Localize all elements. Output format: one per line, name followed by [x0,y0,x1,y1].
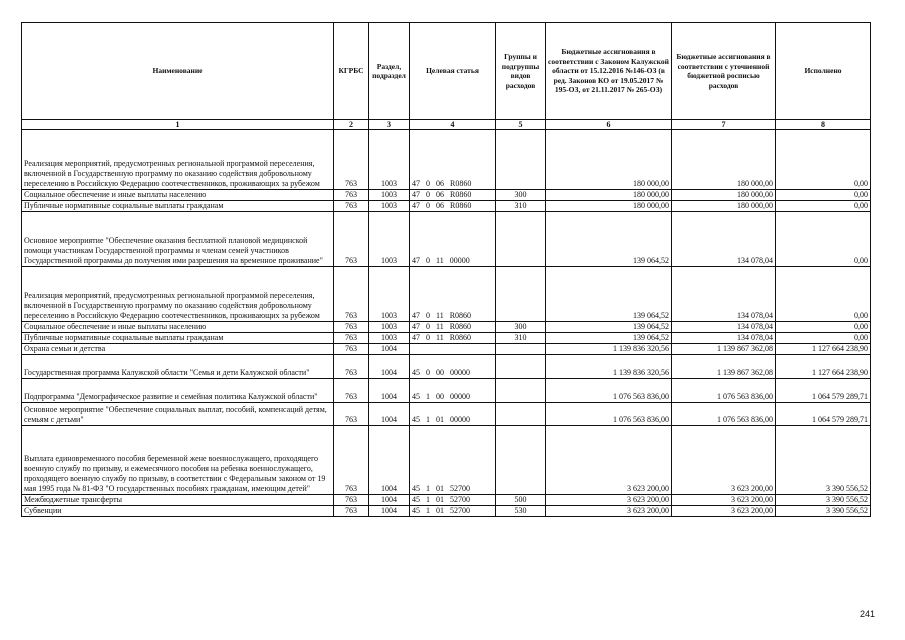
row-executed-amount-cell: 0,00 [776,322,871,333]
row-target-cell: 45 0 00 00000 [410,355,496,379]
row-kgrbs-cell: 763 [334,355,369,379]
row-law-amount-cell: 3 623 200,00 [546,426,672,495]
row-refined-amount-cell: 180 000,00 [672,190,776,201]
row-section-cell: 1004 [369,355,410,379]
row-executed-amount-cell: 0,00 [776,190,871,201]
row-name-cell: Основное мероприятие "Обеспечение оказания бесплатной плановой медицинской помощи участникам Государственной программы и членам семей участников Государственной программы до получения ими разрешения на временное проживание" [22,212,334,267]
row-refined-amount-cell: 1 076 563 836,00 [672,403,776,426]
row-group-cell: 310 [496,201,546,212]
row-name-cell: Межбюджетные трансферты [22,495,334,506]
row-name-cell: Охрана семьи и детства [22,344,334,355]
row-section-cell: 1004 [369,495,410,506]
row-section-cell: 1004 [369,506,410,517]
row-target-cell: 45 1 00 00000 [410,379,496,403]
table-row [22,190,871,201]
col-number: 1 [22,120,334,130]
row-kgrbs-cell: 763 [334,322,369,333]
row-law-amount-cell: 3 623 200,00 [546,506,672,517]
row-executed-amount-cell: 0,00 [776,212,871,267]
row-refined-amount-cell: 134 078,04 [672,333,776,344]
row-name-cell: Реализация мероприятий, предусмотренных региональной программой переселения, включенной в Государственную программу по оказанию содействия добровольному переселению в Российскую Федерацию соотечественников, проживающих за рубежом [22,267,334,322]
row-section-cell: 1003 [369,267,410,322]
row-group-cell [496,344,546,355]
col-header-name: Наименование [22,23,334,120]
row-refined-amount-cell: 1 076 563 836,00 [672,379,776,403]
row-executed-amount-cell: 3 390 556,52 [776,495,871,506]
row-name-cell: Публичные нормативные социальные выплаты гражданам [22,201,334,212]
table-row [22,267,871,322]
row-kgrbs-cell: 763 [334,495,369,506]
row-refined-amount-cell: 134 078,04 [672,322,776,333]
row-name-cell: Субвенции [22,506,334,517]
row-group-cell: 530 [496,506,546,517]
row-target-cell [410,344,496,355]
col-header-target: Целевая статья [410,23,496,120]
row-target-cell: 47 0 11 R0860 [410,267,496,322]
row-law-amount-cell: 1 076 563 836,00 [546,379,672,403]
row-refined-amount-cell: 1 139 867 362,08 [672,355,776,379]
row-group-cell [496,426,546,495]
table-row [22,355,871,379]
table-row [22,333,871,344]
row-law-amount-cell: 180 000,00 [546,201,672,212]
row-kgrbs-cell: 763 [334,379,369,403]
row-executed-amount-cell: 0,00 [776,130,871,190]
row-group-cell [496,379,546,403]
row-kgrbs-cell: 763 [334,130,369,190]
col-number: 4 [410,120,496,130]
table-row [22,212,871,267]
col-number: 8 [776,120,871,130]
row-section-cell: 1004 [369,426,410,495]
row-refined-amount-cell: 134 078,04 [672,267,776,322]
col-number: 7 [672,120,776,130]
col-number: 2 [334,120,369,130]
row-law-amount-cell: 180 000,00 [546,130,672,190]
row-section-cell: 1004 [369,379,410,403]
row-target-cell: 47 0 11 00000 [410,212,496,267]
row-group-cell: 300 [496,322,546,333]
row-executed-amount-cell: 0,00 [776,201,871,212]
row-name-cell: Основное мероприятие "Обеспечение социальных выплат, пособий, компенсаций детям, семьям с детьми" [22,403,334,426]
col-header-refined: Бюджетные ассигнования в соответствии с уточненной бюджетной росписью расходов [672,23,776,120]
row-kgrbs-cell: 763 [334,267,369,322]
row-refined-amount-cell: 3 623 200,00 [672,506,776,517]
col-header-executed: Исполнено [776,23,871,120]
row-kgrbs-cell: 763 [334,506,369,517]
row-group-cell: 500 [496,495,546,506]
row-section-cell: 1003 [369,333,410,344]
table-row [22,495,871,506]
row-section-cell: 1004 [369,403,410,426]
row-law-amount-cell: 1 076 563 836,00 [546,403,672,426]
row-name-cell: Подпрограмма "Демографическое развитие и семейная политика Калужской области" [22,379,334,403]
row-law-amount-cell: 139 064,52 [546,322,672,333]
row-refined-amount-cell: 1 139 867 362,08 [672,344,776,355]
row-name-cell: Государственная программа Калужской области "Семья и дети Калужской области" [22,355,334,379]
row-target-cell: 45 1 01 00000 [410,403,496,426]
row-kgrbs-cell: 763 [334,201,369,212]
row-kgrbs-cell: 763 [334,426,369,495]
row-law-amount-cell: 180 000,00 [546,190,672,201]
row-section-cell: 1003 [369,130,410,190]
budget-table [21,22,871,517]
row-group-cell: 310 [496,333,546,344]
row-group-cell [496,212,546,267]
table-row [22,426,871,495]
col-number: 5 [496,120,546,130]
row-kgrbs-cell: 763 [334,344,369,355]
row-executed-amount-cell: 0,00 [776,333,871,344]
row-refined-amount-cell: 3 623 200,00 [672,426,776,495]
row-refined-amount-cell: 180 000,00 [672,201,776,212]
column-number-row [22,120,871,130]
row-group-cell: 300 [496,190,546,201]
row-executed-amount-cell: 0,00 [776,267,871,322]
row-target-cell: 45 1 01 52700 [410,495,496,506]
table-row [22,201,871,212]
row-group-cell [496,403,546,426]
col-number: 6 [546,120,672,130]
row-law-amount-cell: 1 139 836 320,56 [546,344,672,355]
table-body [22,130,871,517]
row-section-cell: 1003 [369,212,410,267]
row-executed-amount-cell: 3 390 556,52 [776,506,871,517]
row-law-amount-cell: 139 064,52 [546,333,672,344]
row-executed-amount-cell: 1 127 664 238,90 [776,355,871,379]
row-name-cell: Социальное обеспечение и иные выплаты населению [22,322,334,333]
row-group-cell [496,355,546,379]
row-target-cell: 45 1 01 52700 [410,506,496,517]
row-executed-amount-cell: 1 064 579 289,71 [776,379,871,403]
table-row [22,379,871,403]
row-group-cell [496,130,546,190]
row-kgrbs-cell: 763 [334,190,369,201]
table-row [22,506,871,517]
header-row [22,23,871,120]
col-header-kgrbs: КГРБС [334,23,369,120]
row-kgrbs-cell: 763 [334,333,369,344]
row-target-cell: 45 1 01 52700 [410,426,496,495]
row-group-cell [496,267,546,322]
row-refined-amount-cell: 180 000,00 [672,130,776,190]
row-executed-amount-cell: 1 127 664 238,90 [776,344,871,355]
row-executed-amount-cell: 1 064 579 289,71 [776,403,871,426]
row-name-cell: Реализация мероприятий, предусмотренных региональной программой переселения, включенной в Государственную программу по оказанию содействия добровольному переселению в Российскую Федерацию соотечественников, проживающих за рубежом [22,130,334,190]
table-row [22,403,871,426]
row-refined-amount-cell: 3 623 200,00 [672,495,776,506]
row-kgrbs-cell: 763 [334,212,369,267]
row-section-cell: 1003 [369,322,410,333]
page-number: 241 [860,609,876,619]
row-name-cell: Социальное обеспечение и иные выплаты населению [22,190,334,201]
col-header-group: Группы и подгруппы видов расходов [496,23,546,120]
table-row [22,344,871,355]
row-law-amount-cell: 139 064,52 [546,212,672,267]
row-target-cell: 47 0 06 R0860 [410,201,496,212]
col-header-section: Раздел, подраздел [369,23,410,120]
row-name-cell: Публичные нормативные социальные выплаты гражданам [22,333,334,344]
row-target-cell: 47 0 06 R0860 [410,130,496,190]
row-target-cell: 47 0 06 R0860 [410,190,496,201]
row-law-amount-cell: 3 623 200,00 [546,495,672,506]
row-name-cell: Выплата единовременного пособия беременной жене военнослужащего, проходящего военную службу по призыву, и ежемесячного пособия на ребенка военнослужащего, проходящего военную службу по призыву, в соответствии с Федеральным законом от 19 мая 1995 года № 81-ФЗ "О государственных пособиях гражданам, имеющим детей" [22,426,334,495]
row-target-cell: 47 0 11 R0860 [410,322,496,333]
row-target-cell: 47 0 11 R0860 [410,333,496,344]
table-row [22,322,871,333]
row-section-cell: 1004 [369,344,410,355]
col-header-law: Бюджетные ассигнования в соответствии с Законом Калужской области от 15.12.2016 №146-ОЗ (в ред. Законов КО от 19.05.2017 № 195-ОЗ, от 21.11.2017 № 265-ОЗ) [546,23,672,120]
row-executed-amount-cell: 3 390 556,52 [776,426,871,495]
row-kgrbs-cell: 763 [334,403,369,426]
row-section-cell: 1003 [369,190,410,201]
row-section-cell: 1003 [369,201,410,212]
row-law-amount-cell: 1 139 836 320,56 [546,355,672,379]
col-number: 3 [369,120,410,130]
table-row [22,130,871,190]
row-refined-amount-cell: 134 078,04 [672,212,776,267]
row-law-amount-cell: 139 064,52 [546,267,672,322]
